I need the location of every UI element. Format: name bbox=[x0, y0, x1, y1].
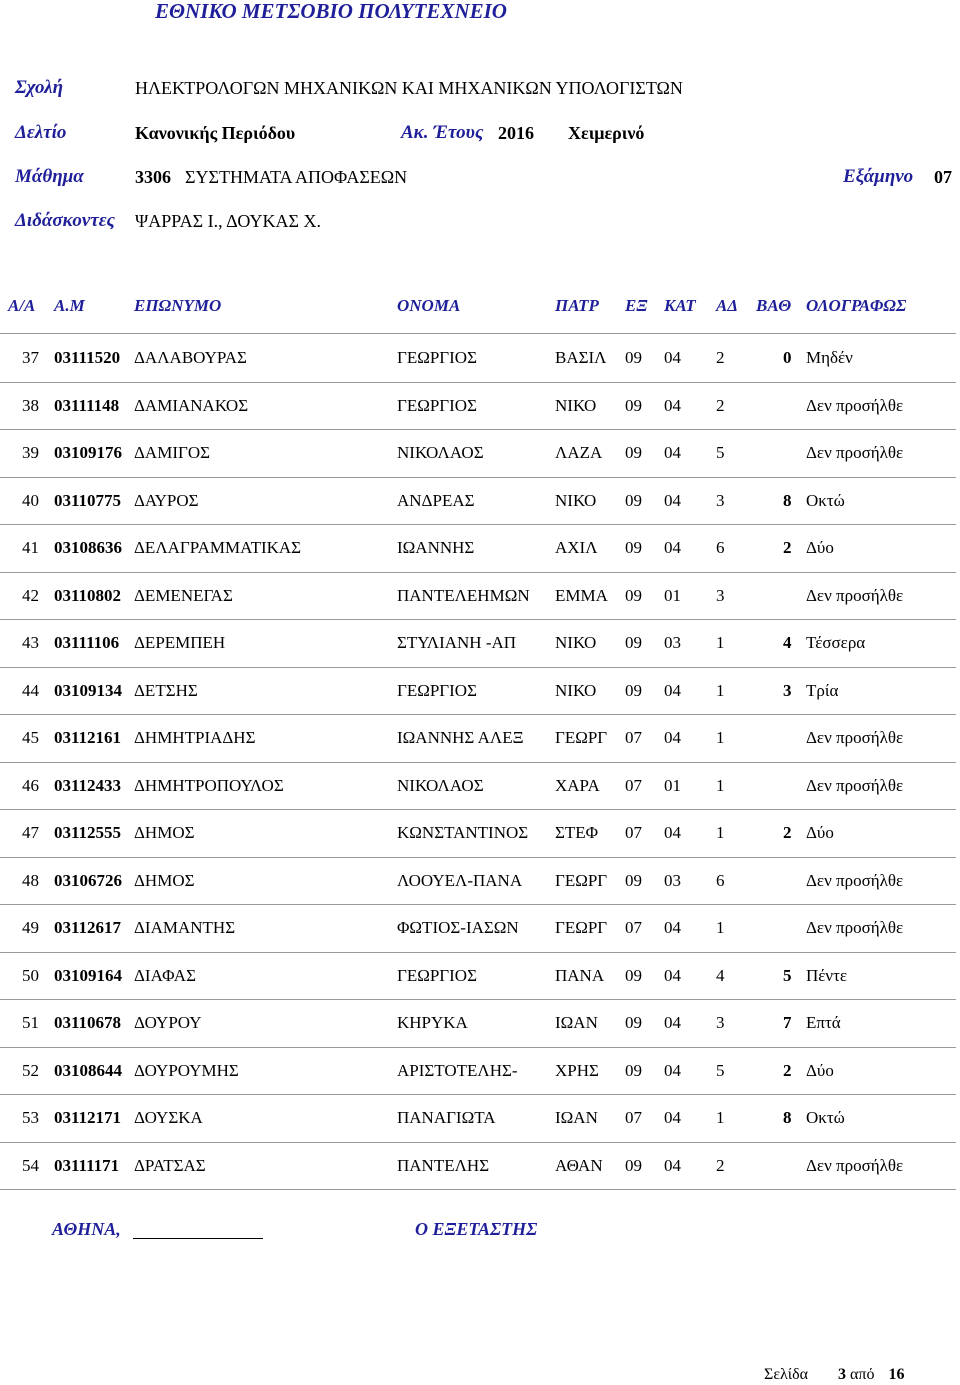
cell-father: ΝΙΚΟ bbox=[555, 680, 597, 700]
cell-cat: 04 bbox=[664, 490, 681, 510]
cell-surname: ΔΗΜΗΤΡΟΠΟΥΛΟΣ bbox=[134, 775, 284, 795]
cell-num: 50 bbox=[22, 965, 39, 985]
cell-cat: 04 bbox=[664, 918, 681, 937]
semester-label: Εξάμηνο bbox=[843, 166, 914, 187]
cell-sem: 07 bbox=[625, 1108, 642, 1127]
cell-num: 48 bbox=[22, 870, 39, 890]
cell-father: ΓΕΩΡΓ bbox=[555, 870, 608, 890]
cell-cat: 04 bbox=[664, 348, 681, 367]
cell-cat: 03 bbox=[664, 870, 681, 890]
cell-name: ΙΩΑΝΝΗΣ bbox=[397, 538, 475, 557]
cell-grade: 3 bbox=[783, 680, 792, 700]
cell-surname: ΔΕΡΕΜΠΕΗ bbox=[134, 633, 226, 652]
cell-surname: ΔΑΜΙΓΟΣ bbox=[134, 443, 210, 462]
cell-father: ΝΙΚΟ bbox=[555, 490, 597, 510]
footer-city: ΑΘΗΝΑ, bbox=[52, 1219, 121, 1239]
table-row bbox=[0, 477, 956, 526]
cell-num: 37 bbox=[22, 348, 39, 367]
cell-sem: 09 bbox=[625, 633, 642, 652]
instructors-value: ΨΑΡΡΑΣ Ι., ΔΟΥΚΑΣ Χ. bbox=[135, 211, 321, 231]
cell-words: Δύο bbox=[806, 1060, 834, 1080]
instructors-label: Διδάσκοντες bbox=[15, 210, 116, 231]
cell-ad: 3 bbox=[716, 490, 725, 510]
cell-words: Δεν προσήλθε bbox=[806, 1155, 904, 1175]
cell-father: ΑΘΑΝ bbox=[555, 1155, 603, 1175]
cell-cat: 01 bbox=[664, 585, 681, 605]
cell-num: 47 bbox=[22, 823, 39, 842]
cell-name: ΣΤΥΛΙΑΝΗ -ΑΠ bbox=[397, 633, 517, 652]
cell-num: 51 bbox=[22, 1013, 39, 1032]
cell-words: Τέσσερα bbox=[806, 633, 866, 652]
cell-name: ΝΙΚΟΛΑΟΣ bbox=[397, 775, 484, 795]
cell-surname: ΔΕΤΣΗΣ bbox=[134, 680, 198, 700]
table-row bbox=[0, 1094, 956, 1143]
cell-words: Δεν προσήλθε bbox=[806, 395, 904, 415]
cell-grade: 0 bbox=[783, 348, 792, 367]
cell-words: Τρία bbox=[806, 680, 839, 700]
cell-id: 03112433 bbox=[54, 775, 122, 795]
cell-words: Δεν προσήλθε bbox=[806, 918, 904, 937]
cell-id: 03110802 bbox=[54, 585, 122, 605]
cell-surname: ΔΑΛΑΒΟΥΡΑΣ bbox=[134, 348, 247, 367]
col-name: ΟΝΟΜΑ bbox=[397, 296, 461, 315]
table-row bbox=[0, 429, 956, 478]
cell-id: 03110775 bbox=[54, 490, 122, 510]
cell-name: ΝΙΚΟΛΑΟΣ bbox=[397, 443, 484, 462]
cell-sem: 07 bbox=[625, 728, 642, 747]
cell-cat: 04 bbox=[664, 965, 681, 985]
cell-num: 44 bbox=[22, 680, 39, 700]
cell-ad: 4 bbox=[716, 965, 725, 985]
cell-surname: ΔΟΥΡΟΥΜΗΣ bbox=[134, 1060, 239, 1080]
cell-sem: 09 bbox=[625, 965, 642, 985]
col-grade: ΒΑΘ bbox=[756, 296, 792, 315]
table-row bbox=[0, 714, 956, 763]
cell-words: Δεν προσήλθε bbox=[806, 585, 904, 605]
report-value: Κανονικής Περιόδου bbox=[135, 123, 296, 143]
cell-num: 49 bbox=[22, 918, 39, 937]
cell-surname: ΔΕΜΕΝΕΓΑΣ bbox=[134, 585, 233, 605]
cell-ad: 2 bbox=[716, 1155, 725, 1175]
year-value: 2016 bbox=[498, 123, 534, 143]
cell-father: ΕΜΜΑ bbox=[555, 585, 608, 605]
cell-id: 03109134 bbox=[54, 680, 122, 700]
cell-cat: 04 bbox=[664, 680, 681, 700]
cell-num: 42 bbox=[22, 585, 39, 605]
cell-words: Δύο bbox=[806, 538, 834, 557]
cell-name: ΛΟΟΥΕΛ-ΠΑΝΑ bbox=[397, 870, 523, 890]
cell-num: 46 bbox=[22, 775, 39, 795]
cell-surname: ΔΡΑΤΣΑΣ bbox=[134, 1155, 206, 1175]
cell-ad: 3 bbox=[716, 1013, 725, 1032]
report-label: Δελτίο bbox=[15, 122, 67, 143]
col-semester: ΕΞ bbox=[625, 296, 648, 315]
signature-line bbox=[133, 1238, 263, 1239]
cell-grade: 2 bbox=[783, 1060, 792, 1080]
cell-sem: 09 bbox=[625, 1155, 642, 1175]
cell-id: 03109164 bbox=[54, 965, 122, 985]
cell-grade: 8 bbox=[783, 1108, 792, 1127]
cell-num: 54 bbox=[22, 1155, 39, 1175]
cell-num: 52 bbox=[22, 1060, 39, 1080]
page-label: Σελίδα bbox=[764, 1366, 809, 1383]
cell-sem: 09 bbox=[625, 395, 642, 415]
cell-ad: 5 bbox=[716, 1060, 725, 1080]
cell-grade: 4 bbox=[783, 633, 792, 652]
cell-cat: 04 bbox=[664, 538, 681, 557]
col-id: Α.Μ bbox=[54, 296, 85, 315]
cell-id: 03109176 bbox=[54, 443, 122, 462]
cell-id: 03112617 bbox=[54, 918, 122, 937]
cell-father: ΣΤΕΦ bbox=[555, 823, 599, 842]
cell-father: ΙΩΑΝ bbox=[555, 1108, 598, 1127]
course-name: ΣΥΣΤΗΜΑΤΑ ΑΠΟΦΑΣΕΩΝ bbox=[185, 167, 408, 187]
cell-id: 03111106 bbox=[54, 633, 120, 652]
page-indicator bbox=[764, 1366, 904, 1384]
cell-id: 03110678 bbox=[54, 1013, 122, 1032]
col-ad: ΑΔ bbox=[716, 296, 738, 315]
table-row bbox=[0, 1142, 956, 1191]
cell-name: ΑΝΔΡΕΑΣ bbox=[397, 490, 475, 510]
cell-sem: 09 bbox=[625, 680, 642, 700]
cell-name: ΑΡΙΣΤΟΤΕΛΗΣ- bbox=[397, 1060, 518, 1080]
cell-sem: 07 bbox=[625, 918, 642, 937]
cell-name: ΠΑΝΤΕΛΗΣ bbox=[397, 1155, 490, 1175]
table-row bbox=[0, 619, 956, 668]
cell-num: 43 bbox=[22, 633, 39, 652]
cell-grade: 7 bbox=[783, 1013, 792, 1032]
cell-sem: 09 bbox=[625, 1013, 642, 1032]
cell-name: ΠΑΝΤΕΛΕΗΜΩΝ bbox=[397, 585, 530, 605]
cell-sem: 09 bbox=[625, 490, 642, 510]
page-of: από bbox=[850, 1366, 875, 1383]
cell-num: 39 bbox=[22, 443, 39, 462]
table-row bbox=[0, 572, 956, 621]
cell-words: Μηδέν bbox=[806, 348, 853, 367]
school-label: Σχολή bbox=[15, 77, 64, 98]
cell-sem: 07 bbox=[625, 775, 642, 795]
cell-name: ΦΩΤΙΟΣ-ΙΑΣΩΝ bbox=[397, 918, 519, 937]
cell-surname: ΔΙΑΜΑΝΤΗΣ bbox=[134, 918, 236, 937]
footer-examiner: Ο ΕΞΕΤΑΣΤΗΣ bbox=[415, 1219, 538, 1239]
cell-sem: 09 bbox=[625, 443, 642, 462]
cell-father: ΓΕΩΡΓ bbox=[555, 918, 608, 937]
cell-father: ΧΑΡΑ bbox=[555, 775, 600, 795]
cell-words: Δύο bbox=[806, 823, 834, 842]
table-row bbox=[0, 904, 956, 953]
cell-words: Επτά bbox=[806, 1013, 841, 1032]
cell-ad: 3 bbox=[716, 585, 725, 605]
table-row bbox=[0, 952, 956, 1001]
cell-sem: 09 bbox=[625, 1060, 642, 1080]
cell-name: ΓΕΩΡΓΙΟΣ bbox=[397, 680, 477, 700]
semester-value: 07 bbox=[934, 167, 952, 187]
cell-father: ΑΧΙΛ bbox=[555, 538, 598, 557]
cell-sem: 09 bbox=[625, 538, 642, 557]
cell-ad: 5 bbox=[716, 443, 725, 462]
page-current: 3 bbox=[838, 1366, 847, 1383]
cell-name: ΚΩΝΣΤΑΝΤΙΝΟΣ bbox=[397, 823, 529, 842]
cell-words: Οκτώ bbox=[806, 490, 845, 510]
cell-id: 03106726 bbox=[54, 870, 122, 890]
cell-father: ΠΑΝΑ bbox=[555, 965, 605, 985]
cell-grade: 5 bbox=[783, 965, 792, 985]
cell-surname: ΔΗΜΗΤΡΙΑΔΗΣ bbox=[134, 728, 256, 747]
cell-surname: ΔΙΑΦΑΣ bbox=[134, 965, 196, 985]
cell-name: ΙΩΑΝΝΗΣ ΑΛΕΞ bbox=[397, 728, 524, 747]
cell-father: ΧΡΗΣ bbox=[555, 1060, 599, 1080]
cell-words: Δεν προσήλθε bbox=[806, 728, 904, 747]
cell-id: 03111520 bbox=[54, 348, 121, 367]
col-category: ΚΑΤ bbox=[664, 296, 696, 315]
cell-words: Δεν προσήλθε bbox=[806, 443, 904, 462]
cell-words: Δεν προσήλθε bbox=[806, 775, 904, 795]
cell-id: 03108636 bbox=[54, 538, 122, 557]
cell-num: 53 bbox=[22, 1108, 39, 1127]
season-value: Χειμερινό bbox=[568, 123, 645, 143]
cell-name: ΠΑΝΑΓΙΩΤΑ bbox=[397, 1108, 496, 1127]
cell-words: Δεν προσήλθε bbox=[806, 870, 904, 890]
cell-name: ΓΕΩΡΓΙΟΣ bbox=[397, 395, 477, 415]
table-row bbox=[0, 762, 956, 811]
cell-sem: 07 bbox=[625, 823, 642, 842]
cell-ad: 2 bbox=[716, 395, 725, 415]
cell-surname: ΔΑΥΡΟΣ bbox=[134, 490, 199, 510]
table-row bbox=[0, 382, 956, 431]
cell-cat: 04 bbox=[664, 443, 681, 462]
col-words: ΟΛΟΓΡΑΦΩΣ bbox=[806, 296, 907, 315]
cell-father: ΛΑΖΑ bbox=[555, 443, 603, 462]
school-value: ΗΛΕΚΤΡΟΛΟΓΩΝ ΜΗΧΑΝΙΚΩΝ ΚΑΙ ΜΗΧΑΝΙΚΩΝ ΥΠΟΛΟΓΙΣΤΩΝ bbox=[135, 78, 683, 98]
cell-ad: 2 bbox=[716, 348, 725, 367]
cell-ad: 1 bbox=[716, 1108, 725, 1127]
cell-num: 38 bbox=[22, 395, 39, 415]
cell-cat: 04 bbox=[664, 1108, 681, 1127]
cell-cat: 04 bbox=[664, 395, 681, 415]
cell-cat: 04 bbox=[664, 728, 681, 747]
cell-surname: ΔΟΥΣΚΑ bbox=[134, 1108, 203, 1127]
cell-words: Πέντε bbox=[806, 965, 848, 985]
cell-ad: 1 bbox=[716, 918, 725, 937]
cell-id: 03112171 bbox=[54, 1108, 122, 1127]
cell-surname: ΔΗΜΟΣ bbox=[134, 823, 195, 842]
cell-surname: ΔΟΥΡΟΥ bbox=[134, 1013, 202, 1032]
cell-surname: ΔΑΜΙΑΝΑΚΟΣ bbox=[134, 395, 249, 415]
cell-ad: 6 bbox=[716, 538, 725, 557]
cell-ad: 6 bbox=[716, 870, 725, 890]
institution-title: ΕΘΝΙΚΟ ΜΕΤΣΟΒΙΟ ΠΟΛΥΤΕΧΝΕΙΟ bbox=[155, 0, 507, 23]
cell-ad: 1 bbox=[716, 775, 725, 795]
cell-ad: 1 bbox=[716, 823, 725, 842]
year-label: Ακ. Έτους bbox=[401, 122, 484, 143]
cell-sem: 09 bbox=[625, 870, 642, 890]
cell-id: 03111171 bbox=[54, 1155, 120, 1175]
cell-id: 03112161 bbox=[54, 728, 122, 747]
cell-ad: 1 bbox=[716, 680, 725, 700]
table-row bbox=[0, 1047, 956, 1096]
course-label: Μάθημα bbox=[15, 166, 84, 187]
cell-father: ΙΩΑΝ bbox=[555, 1013, 598, 1032]
cell-grade: 8 bbox=[783, 490, 792, 510]
col-surname: ΕΠΩΝΥΜΟ bbox=[134, 296, 222, 315]
cell-words: Οκτώ bbox=[806, 1108, 845, 1127]
cell-father: ΓΕΩΡΓ bbox=[555, 728, 608, 747]
cell-cat: 04 bbox=[664, 1013, 681, 1032]
cell-father: ΝΙΚΟ bbox=[555, 395, 597, 415]
cell-name: ΓΕΩΡΓΙΟΣ bbox=[397, 348, 477, 367]
cell-num: 40 bbox=[22, 490, 39, 510]
course-code: 3306 bbox=[135, 167, 171, 187]
cell-ad: 1 bbox=[716, 633, 725, 652]
table-row bbox=[0, 999, 956, 1048]
cell-grade: 2 bbox=[783, 538, 792, 557]
table-row bbox=[0, 334, 956, 383]
cell-id: 03112555 bbox=[54, 823, 122, 842]
cell-sem: 09 bbox=[625, 585, 642, 605]
table-row bbox=[0, 809, 956, 858]
cell-grade: 2 bbox=[783, 823, 792, 842]
cell-father: ΒΑΣΙΛ bbox=[555, 348, 607, 367]
cell-cat: 04 bbox=[664, 1060, 681, 1080]
table-row bbox=[0, 857, 956, 906]
cell-name: ΚΗΡΥΚΑ bbox=[397, 1013, 468, 1032]
cell-ad: 1 bbox=[716, 728, 725, 747]
cell-id: 03111148 bbox=[54, 395, 120, 415]
table-row bbox=[0, 667, 956, 716]
cell-name: ΓΕΩΡΓΙΟΣ bbox=[397, 965, 477, 985]
col-father: ΠΑΤΡ bbox=[555, 296, 599, 315]
cell-father: ΝΙΚΟ bbox=[555, 633, 597, 652]
cell-id: 03108644 bbox=[54, 1060, 122, 1080]
cell-surname: ΔΕΛΑΓΡΑΜΜΑΤΙΚΑΣ bbox=[134, 538, 302, 557]
cell-cat: 01 bbox=[664, 775, 681, 795]
table-row bbox=[0, 524, 956, 573]
cell-num: 41 bbox=[22, 538, 39, 557]
col-num: Α/Α bbox=[8, 296, 36, 315]
cell-num: 45 bbox=[22, 728, 39, 747]
cell-cat: 04 bbox=[664, 823, 681, 842]
cell-cat: 04 bbox=[664, 1155, 681, 1175]
cell-cat: 03 bbox=[664, 633, 681, 652]
cell-surname: ΔΗΜΟΣ bbox=[134, 870, 195, 890]
page-total: 16 bbox=[888, 1366, 905, 1383]
cell-sem: 09 bbox=[625, 348, 642, 367]
